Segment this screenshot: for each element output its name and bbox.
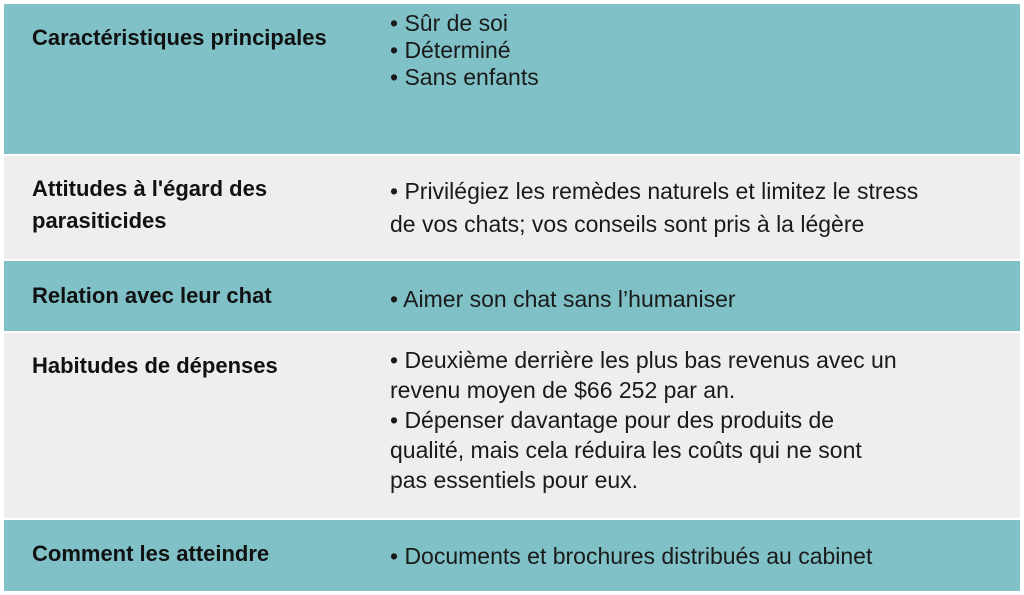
content-line: qualité, mais cela réduira les coûts qui ne sont — [390, 437, 862, 463]
content-line: • Aimer son chat sans l’humaniser — [390, 286, 736, 312]
persona-table — [4, 4, 1020, 591]
content-line: • Documents et brochures distribués au cabinet — [390, 543, 873, 569]
content-line: • Dépenser davantage pour des produits de — [390, 407, 835, 433]
row-content — [390, 540, 1020, 573]
row-cat-relationship — [4, 261, 1020, 331]
row-label: Relation avec leur chat — [32, 283, 272, 308]
content-line: de vos chats; vos conseils sont pris à la légère — [390, 211, 865, 237]
row-label: Habitudes de dépenses — [32, 353, 278, 378]
content-line: • Deuxième derrière les plus bas revenus avec un — [390, 347, 897, 373]
list-item: • Sûr de soi — [390, 10, 508, 36]
row-label: Comment les atteindre — [32, 541, 270, 566]
row-spending-habits — [4, 333, 1020, 518]
row-content — [390, 345, 1020, 495]
row-label-line: parasiticides — [32, 208, 167, 233]
list-item: • Sans enfants — [390, 64, 539, 90]
content-line: revenu moyen de $66 252 par an. — [390, 377, 736, 403]
row-parasiticide-attitudes — [4, 156, 1020, 259]
content-line: pas essentiels pour eux. — [390, 467, 639, 493]
row-label: Caractéristiques principales — [32, 25, 327, 50]
content-line: • Privilégiez les remèdes naturels et limitez le stress — [390, 178, 919, 204]
list-item: • Déterminé — [390, 37, 511, 63]
row-content — [390, 10, 1020, 91]
row-key-characteristics — [4, 4, 1020, 154]
row-label-line: Attitudes à l'égard des — [32, 176, 268, 201]
row-label — [32, 173, 372, 237]
row-content — [390, 283, 1020, 316]
row-content — [390, 175, 1020, 241]
row-how-to-reach — [4, 520, 1020, 591]
